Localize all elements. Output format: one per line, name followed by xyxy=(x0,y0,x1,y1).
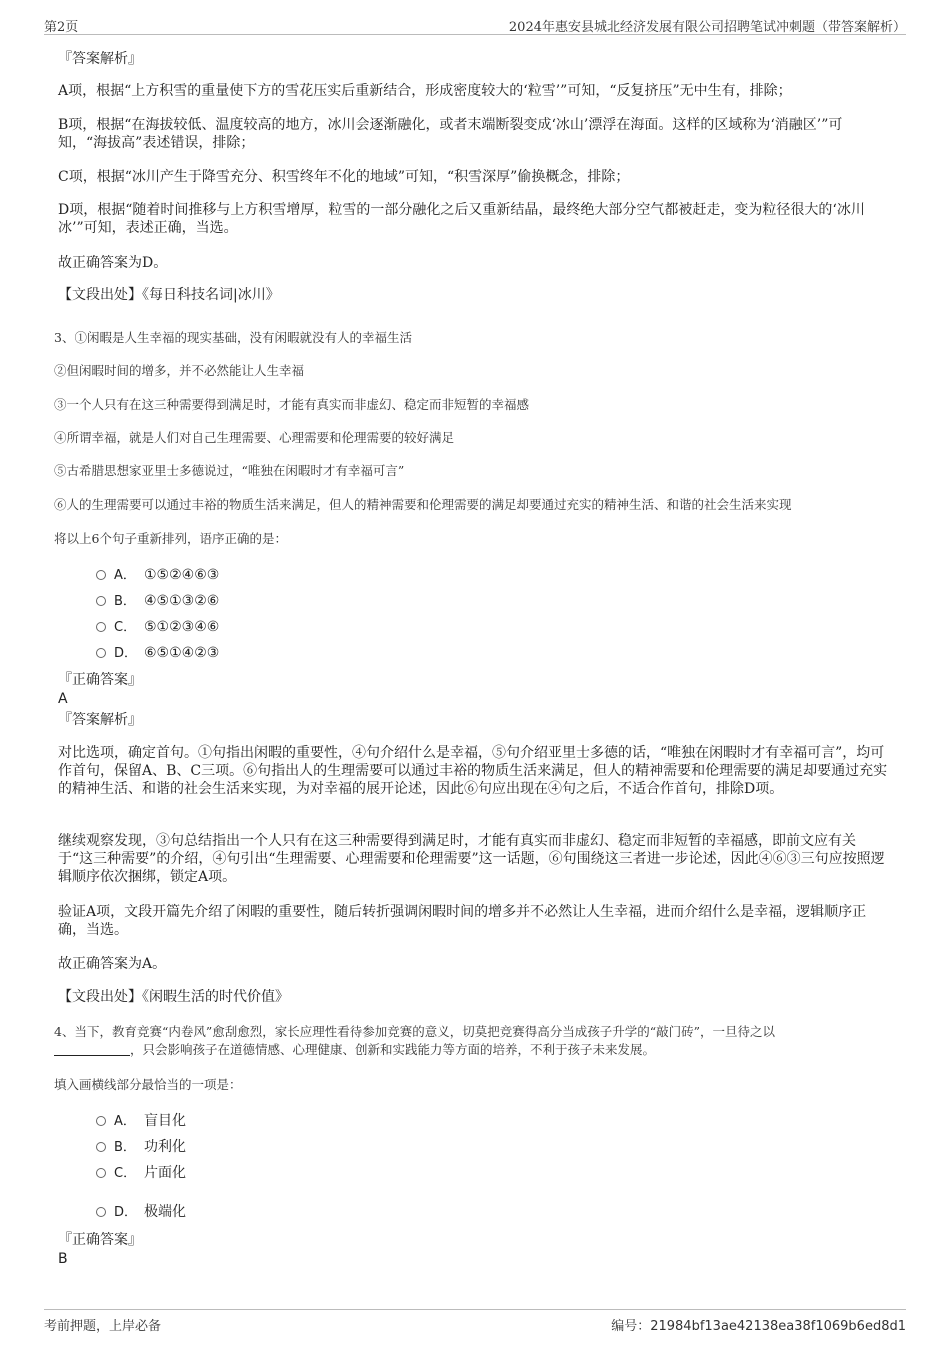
radio-icon[interactable] xyxy=(96,1142,106,1152)
page-number: 第2页 xyxy=(44,20,79,35)
q3-source: 【文段出处】《闲暇生活的时代价值》 xyxy=(58,989,289,1005)
q3-option-b[interactable]: B． ④⑤①③②⑥ xyxy=(96,592,219,611)
page-header xyxy=(44,14,906,35)
q3-conclusion: 故正确答案为A。 xyxy=(58,956,167,972)
radio-icon[interactable] xyxy=(96,1207,106,1217)
radio-icon[interactable] xyxy=(96,1116,106,1126)
q3-sentence-6: ⑥人的生理需要可以通过丰裕的物质生活来满足，但人的精神需要和伦理需要的满足却要通过充实的精神生活、和谐的社会生活来实现 xyxy=(54,497,792,512)
q3-option-d[interactable]: D． ⑥⑤①④②③ xyxy=(96,644,219,663)
q2-analysis-paragraph-b: B项，根据“在海拔较低、温度较高的地方，冰川会逐渐融化，或者末端断裂变成‘冰山’漂浮在海面。这样的区域称为‘消融区’”可知，“海拔高”表述错误，排除； xyxy=(58,117,843,151)
q3-analysis-label: 『答案解析』 xyxy=(58,712,142,728)
footer-slogan: 考前押题，上岸必备 xyxy=(44,1319,162,1334)
document-id: 编号：21984bf13ae42138ea38f1069b6ed8d1 xyxy=(611,1319,906,1334)
q3-prompt: 将以上6个句子重新排列，语序正确的是： xyxy=(54,531,287,546)
q4-prompt: 填入画横线部分最恰当的一项是： xyxy=(54,1077,242,1092)
q3-sentence-2: ②但闲暇时间的增多，并不必然能让人生幸福 xyxy=(54,363,305,378)
q2-analysis-paragraph-d: D项，根据“随着时间推移与上方积雪增厚，粒雪的一部分融化之后又重新结晶，最终绝大部分空气都被赶走，变为粒径很大的‘冰川冰’”可知，表述正确，当选。 xyxy=(58,202,865,236)
radio-icon[interactable] xyxy=(96,1168,106,1178)
q3-sentence-4: ④所谓幸福，就是人们对自己生理需要、心理需要和伦理需要的较好满足 xyxy=(54,430,455,445)
q4-stem: 4、当下，教育竞赛“内卷风”愈刮愈烈，家长应理性看待参加竞赛的意义，切莫把竞赛得高分当成孩子升学的“敲门砖”，一旦待之以 ，只会影响孩子在道德情感、心理健康、创新和实践能力等方面的培养，不利于孩子未来发展。 xyxy=(54,1024,776,1057)
q3-option-c[interactable]: C． ⑤①②③④⑥ xyxy=(96,618,219,637)
q2-conclusion: 故正确答案为D。 xyxy=(58,255,168,271)
q3-analysis-paragraph-3: 验证A项，文段开篇先介绍了闲暇的重要性，随后转折强调闲暇时间的增多并不必然让人生幸福，进而介绍什么是幸福，逻辑顺序正确，当选。 xyxy=(58,904,867,938)
page-footer xyxy=(44,1309,906,1334)
q4-option-a[interactable]: A． 盲目化 xyxy=(96,1112,186,1131)
radio-icon[interactable] xyxy=(96,596,106,606)
q4-answer-label: 『正确答案』 xyxy=(58,1232,142,1248)
q3-analysis-paragraph-2: 继续观察发现，③句总结指出一个人只有在这三种需要得到满足时，才能有真实而非虚幻、稳定而非短暂的幸福感，即前文应有关于“这三种需要”的介绍，④句引出“生理需要、心理需要和伦理需要”这一话题，⑥句围绕这三者进一步论述，因此④⑥③三句应按照逻辑顺序依次捆绑，锁定A项。 xyxy=(58,833,885,885)
q4-answer: B xyxy=(58,1251,68,1267)
q3-analysis-paragraph-1: 对比选项，确定首句。①句指出闲暇的重要性，④句介绍什么是幸福，⑤句介绍亚里士多德的话，“唯独在闲暇时才有幸福可言”，均可作首句，保留A、B、C三项。⑥句指出人的生理需要可以通过丰裕的物质生活来满足，但人的精神需要和伦理需要的满足却要通过充实的精神生活、和谐的社会生活来实现，为对幸福的展开论述，因此⑥句应出现在④句之后，不适合作首句，排除D项。 xyxy=(58,745,888,797)
q2-analysis-paragraph-c: C项，根据“冰川产生于降雪充分、积雪终年不化的地域”可知，“积雪深厚”偷换概念，排除； xyxy=(58,169,630,185)
q3-answer: A xyxy=(58,691,68,707)
radio-icon[interactable] xyxy=(96,570,106,580)
q3-sentence-3: ③一个人只有在这三种需要得到满足时，才能有真实而非虚幻、稳定而非短暂的幸福感 xyxy=(54,397,530,412)
radio-icon[interactable] xyxy=(96,622,106,632)
q3-sentence-5: ⑤古希腊思想家亚里士多德说过，“唯独在闲暇时才有幸福可言” xyxy=(54,463,405,478)
q3-answer-label: 『正确答案』 xyxy=(58,672,142,688)
q2-analysis-label: 『答案解析』 xyxy=(58,51,142,67)
radio-icon[interactable] xyxy=(96,648,106,658)
fill-blank[interactable] xyxy=(54,1043,130,1056)
document-title: 2024年惠安县城北经济发展有限公司招聘笔试冲刺题（带答案解析） xyxy=(508,20,906,35)
q3-stem: 3、①闲暇是人生幸福的现实基础，没有闲暇就没有人的幸福生活 xyxy=(54,330,412,345)
q4-option-c[interactable]: C． 片面化 xyxy=(96,1164,186,1183)
q3-option-a[interactable]: A． ①⑤②④⑥③ xyxy=(96,566,219,585)
q2-source: 【文段出处】《每日科技名词|冰川》 xyxy=(58,287,280,303)
q2-analysis-paragraph-a: A项，根据“上方积雪的重量使下方的雪花压实后重新结合，形成密度较大的‘粒雪’”可知，“反复挤压”无中生有，排除； xyxy=(58,83,792,99)
q4-option-d[interactable]: D． 极端化 xyxy=(96,1203,186,1222)
q4-option-b[interactable]: B． 功利化 xyxy=(96,1138,186,1157)
